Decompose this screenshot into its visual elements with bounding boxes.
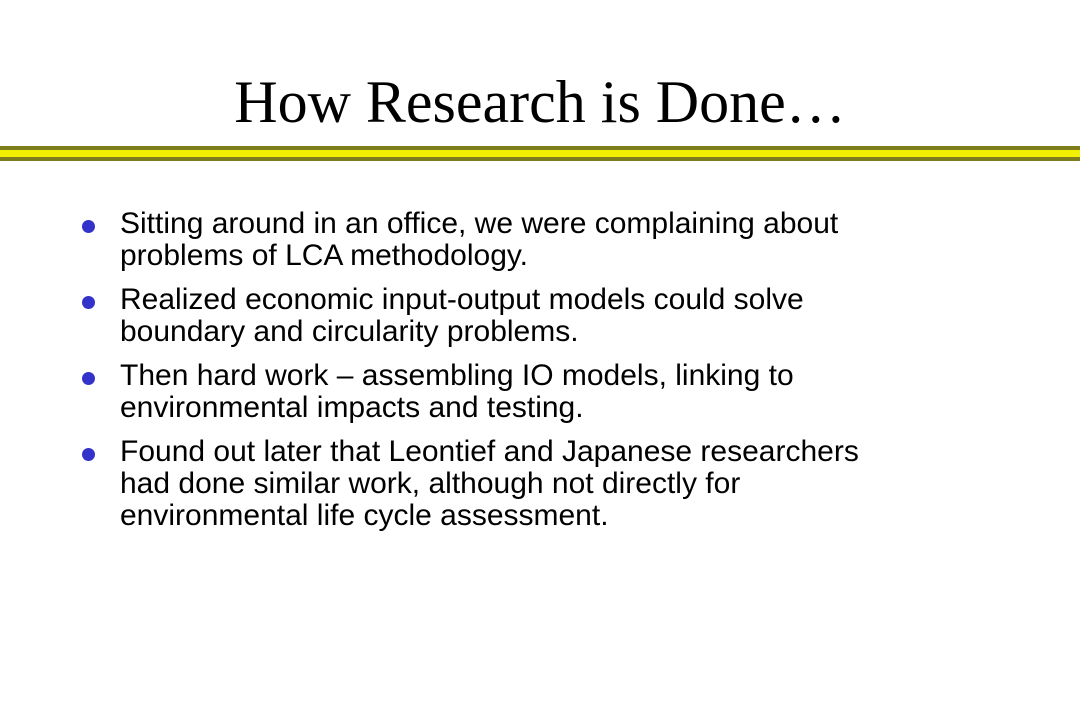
title-divider-bottom-line [0, 157, 1080, 161]
bullet-dot-icon [82, 372, 95, 385]
bullet-list [80, 208, 900, 544]
bullet-text: Found out later that Leontief and Japanese researchers had done similar work, although not directly for environmental life cycle assessment. [120, 435, 859, 532]
bullet-item [80, 208, 900, 272]
title-divider-highlight [0, 150, 1080, 157]
slide-title: How Research is Done… [234, 69, 846, 135]
bullet-dot-icon [82, 220, 95, 233]
bullet-text: Then hard work – assembling IO models, linking to environmental impacts and testing. [120, 359, 794, 424]
bullet-item [80, 284, 900, 348]
title-divider [0, 146, 1080, 161]
bullet-item [80, 360, 900, 424]
bullet-dot-icon [82, 448, 95, 461]
bullet-dot-icon [82, 296, 95, 309]
bullet-text: Sitting around in an office, we were complaining about problems of LCA methodology. [120, 207, 839, 272]
bullet-item [80, 436, 900, 532]
bullet-text: Realized economic input-output models could solve boundary and circularity problems. [120, 283, 804, 348]
